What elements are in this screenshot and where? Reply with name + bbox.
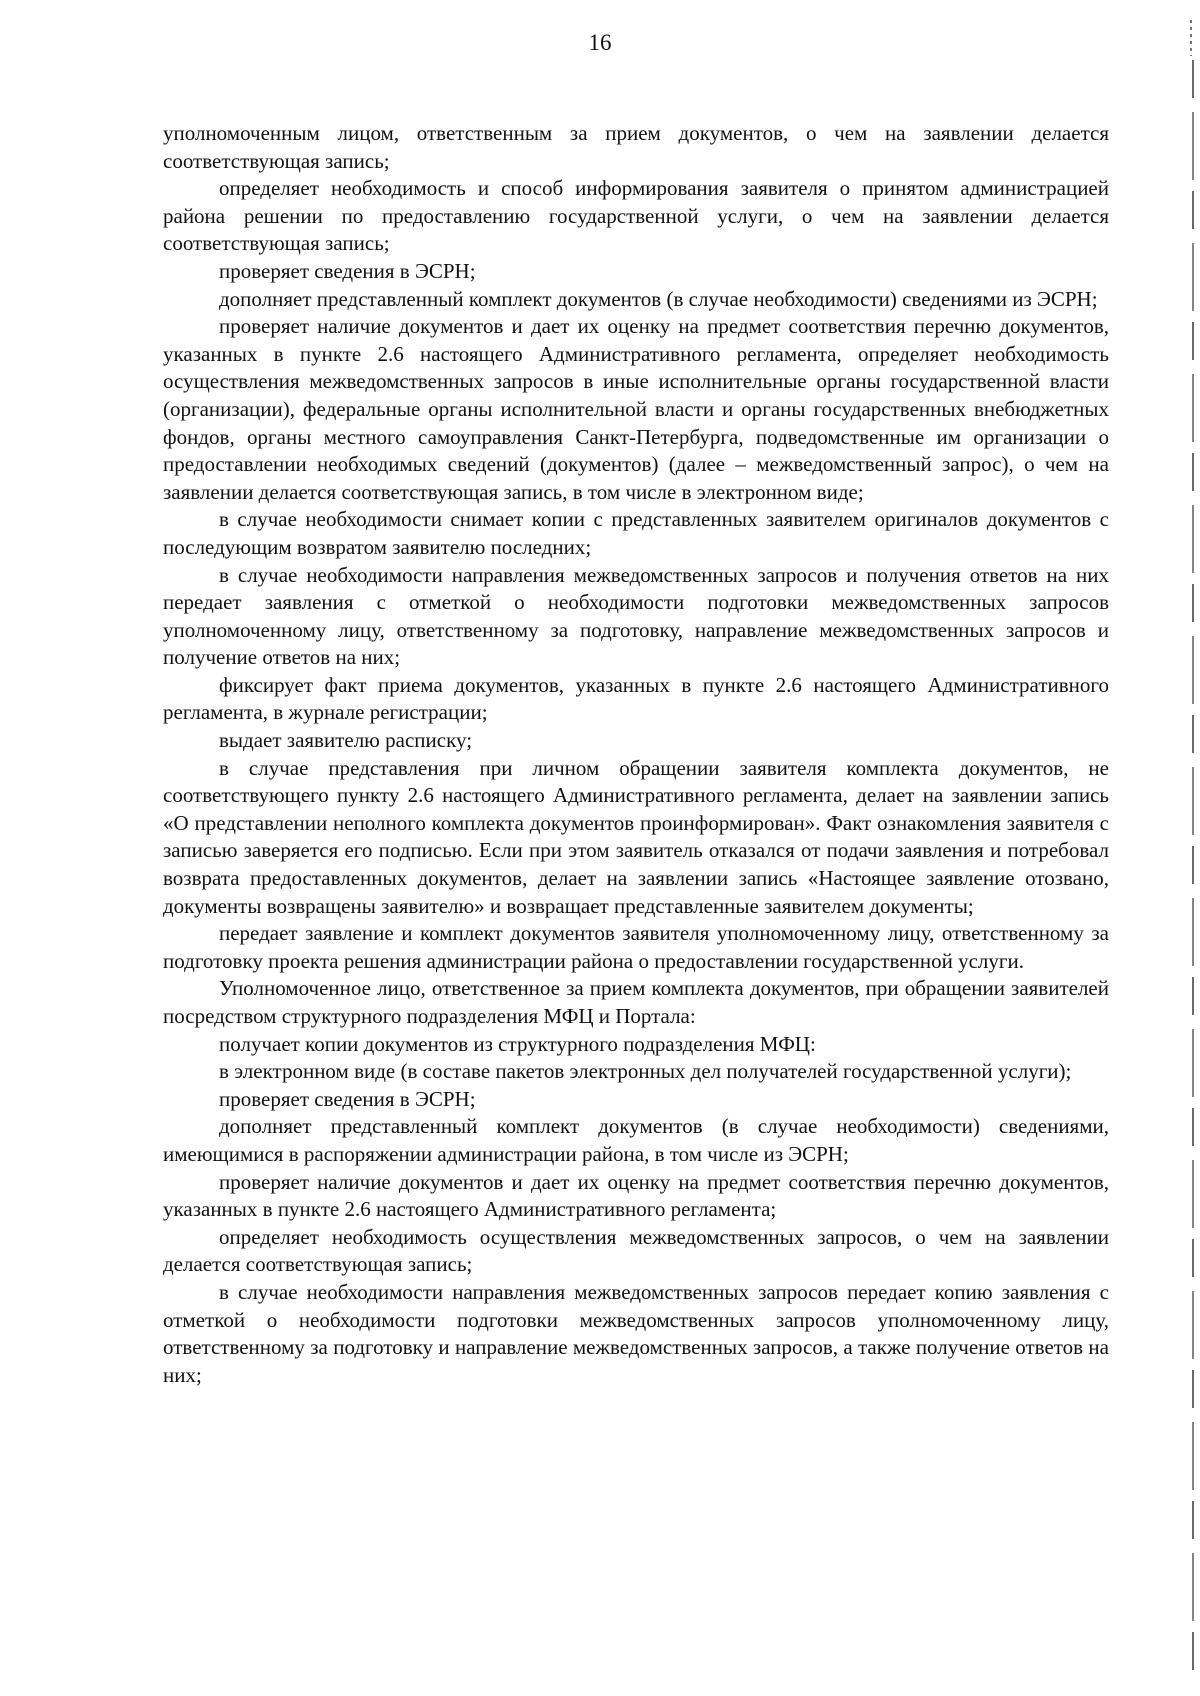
paragraph: в случае необходимости направления межведомственных запросов и получения ответов на них передает заявления с отметкой о необходимости подготовки межведомственных запросов уполномоченному лицу, ответственному за подготовку, направление межведомственных запросов и получение ответов на них; [163,562,1109,670]
paragraph: определяет необходимость и способ информирования заявителя о принятом администрацией района решении по предоставлению государственной услуги, о чем на заявлении делается соответствующая запись; [163,176,1109,256]
paragraph: дополняет представленный комплект документов (в случае необходимости) сведениями из ЭСРН; [219,286,1098,311]
paragraph: проверяет наличие документов и дает их оценку на предмет соответствия перечню документов, указанных в пункте 2.6 настоящего Административного регламента; [163,1169,1109,1222]
paragraph: проверяет наличие документов и дает их оценку на предмет соответствия перечню документов, указанных в пункте 2.6 настоящего Административного регламента, определяет необходимость осуществления межведомственных запросов в иные исполнительные органы государственной власти (организации), федеральные органы исполнительной власти и органы государственных внебюджетных фондов, органы местного самоуправления Санкт-Петербурга, подведомственные им организации о предоставлении необходимых сведений (документов) (далее – межведомственный запрос), о чем на заявлении делается соответствующая запись, в том числе в электронном виде; [163,314,1109,504]
paragraph: дополняет представленный комплект документов (в случае необходимости) сведениями, имеющимися в распоряжении администрации района, в том числе из ЭСРН; [163,1114,1109,1166]
document-body [163,120,1109,1389]
paragraph: уполномоченным лицом, ответственным за прием документов, о чем на заявлении делается соответствующая запись; [163,121,1109,173]
paragraph: в электронном виде (в составе пакетов электронных дел получателей государственной услуги); [219,1059,1072,1084]
paragraph: в случае необходимости направления межведомственных запросов передает копию заявления с отметкой о необходимости подготовки межведомственных запросов уполномоченному лицу, ответственному за подготовку и направление межведомственных запросов, а также получение ответов на них; [163,1279,1109,1387]
paragraph: проверяет сведения в ЭСРН; [219,1086,476,1111]
paragraph: получает копии документов из структурного подразделения МФЦ: [219,1031,816,1056]
paragraph: передает заявление и комплект документов заявителя уполномоченному лицу, ответственному за подготовку проекта решения администрации района о предоставлении государственной услуги. [163,921,1109,973]
paragraph: определяет необходимость осуществления межведомственных запросов, о чем на заявлении делается соответствующая запись; [163,1224,1109,1277]
paragraph: в случае представления при личном обращении заявителя комплекта документов, не соответствующего пункту 2.6 настоящего Административного регламента, делает на заявлении запись «О представлении неполного комплекта документов проинформирован». Факт ознакомления заявителя с записью заверяется его подписью. Если при этом заявитель отказался от подачи заявления и потребовал возврата предоставленных документов, делает на заявлении запись «Настоящее заявление отозвано, документы возвращены заявителю» и возвращает представленные заявителем документы; [163,755,1109,918]
paragraph: Уполномоченное лицо, ответственное за прием комплекта документов, при обращении заявителей посредством структурного подразделения МФЦ и Портала: [163,976,1109,1028]
paragraph: проверяет сведения в ЭСРН; [219,258,476,283]
scan-edge-artifact [1192,60,1194,1680]
paragraph: в случае необходимости снимает копии с представленных заявителем оригиналов документов с последующим возвратом заявителю последних; [163,507,1109,559]
page-number: 16 [588,30,612,55]
paragraph: фиксирует факт приема документов, указанных в пункте 2.6 настоящего Административного регламента, в журнале регистрации; [163,672,1109,725]
paragraph: выдает заявителю расписку; [219,728,473,753]
